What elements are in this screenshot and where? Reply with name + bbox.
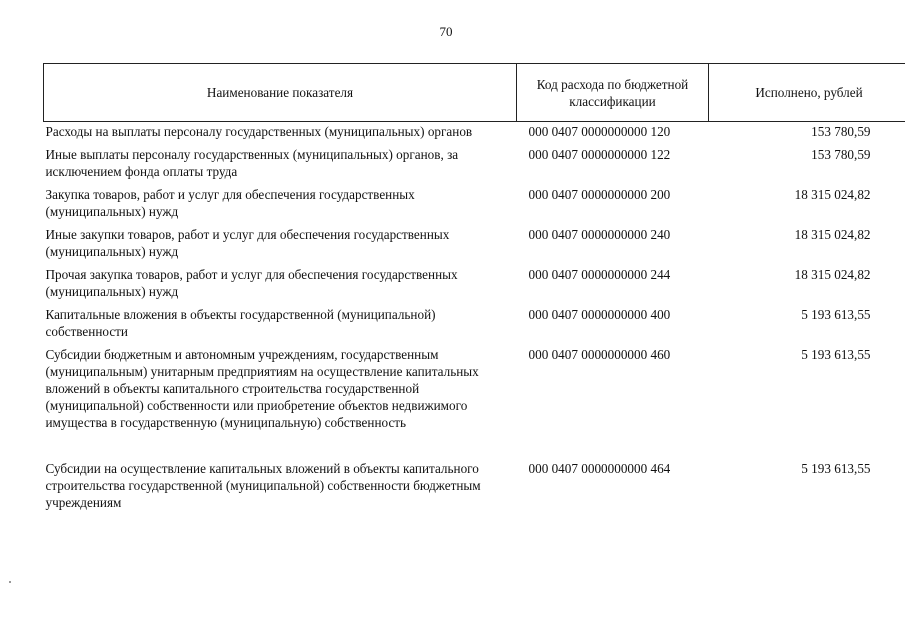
row-budget-code: 000 0407 0000000000 460 (528, 347, 671, 362)
row-executed-amount: 153 780,59 (811, 147, 871, 162)
table-header-row (44, 64, 905, 122)
page-number: 70 (439, 24, 453, 39)
row-budget-code: 000 0407 0000000000 244 (528, 267, 671, 282)
table-row (44, 304, 905, 344)
row-indicator-name: Субсидии на осуществление капитальных вложений в объекты капитального строительства государственной (муниципальной) собственности бюджетным учреждениям (45, 461, 481, 510)
row-budget-code: 000 0407 0000000000 464 (528, 461, 671, 476)
row-indicator-name: Иные выплаты персоналу государственных (муниципальных) органов, за исключением фонда оплаты труда (45, 147, 459, 179)
row-executed-amount: 18 315 024,82 (794, 187, 871, 202)
header-executed-amount: Исполнено, рублей (709, 64, 905, 122)
table-row (44, 144, 905, 184)
row-indicator-name: Субсидии бюджетным и автономным учреждениям, государственным (муниципальным) унитарным предприятиям на осуществление капитальных вложений в объекты капитального строительства государственной (муниципальной) собственности или приобретение объектов недвижимого имущества в государственную (муниципальную) собственность (45, 347, 479, 430)
table-row (44, 122, 905, 145)
row-executed-amount: 5 193 613,55 (801, 307, 871, 322)
table-row (44, 264, 905, 304)
row-indicator-name: Прочая закупка товаров, работ и услуг для обеспечения государственных (муниципальных) нужд (45, 267, 458, 299)
row-budget-code: 000 0407 0000000000 240 (528, 227, 671, 242)
row-indicator-name: Капитальные вложения в объекты государственной (муниципальной) собственности (45, 307, 436, 339)
row-budget-code: 000 0407 0000000000 122 (528, 147, 671, 162)
row-executed-amount: 5 193 613,55 (801, 461, 871, 476)
row-budget-code: 000 0407 0000000000 120 (528, 124, 671, 139)
row-indicator-name: Расходы на выплаты персоналу государственных (муниципальных) органов (45, 124, 473, 139)
row-executed-amount: 18 315 024,82 (794, 267, 871, 282)
row-budget-code: 000 0407 0000000000 200 (528, 187, 671, 202)
row-executed-amount: 18 315 024,82 (794, 227, 871, 242)
header-indicator-name: Наименование показателя (44, 64, 517, 122)
row-executed-amount: 5 193 613,55 (801, 347, 871, 362)
scan-speck (9, 581, 11, 583)
row-indicator-name: Иные закупки товаров, работ и услуг для обеспечения государственных (муниципальных) нужд (45, 227, 450, 259)
row-budget-code: 000 0407 0000000000 400 (528, 307, 671, 322)
table-row (44, 184, 905, 224)
row-executed-amount: 153 780,59 (811, 124, 871, 139)
table-row (44, 458, 905, 515)
header-budget-code: Код расхода по бюджетной классификации (517, 64, 709, 122)
table-row (44, 344, 905, 458)
expenditure-table (43, 63, 905, 515)
row-indicator-name: Закупка товаров, работ и услуг для обеспечения государственных (муниципальных) нужд (45, 187, 415, 219)
table-row (44, 224, 905, 264)
